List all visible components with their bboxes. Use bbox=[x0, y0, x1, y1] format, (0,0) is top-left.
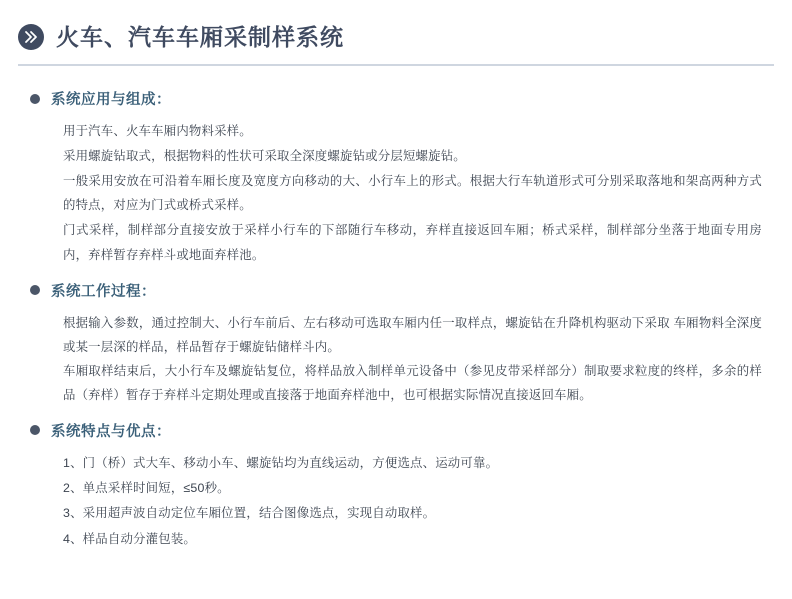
double-chevron-right-icon bbox=[18, 24, 44, 50]
section-system-application bbox=[30, 88, 762, 268]
paragraph: 车厢取样结束后，大小行车及螺旋钻复位，将样品放入制样单元设备中（参见皮带采样部分）制取要求粒度的终样，多余的样品（弃样）暂存于弃样斗定期处理或直接落于地面弃样池中，也可根据实际情况直接返回车厢。 bbox=[63, 364, 762, 403]
bullet-dot-icon bbox=[30, 285, 40, 295]
section-title: 系统特点与优点： bbox=[51, 423, 171, 440]
bullet-dot-icon bbox=[30, 425, 40, 435]
list-item: 2、单点采样时间短，≤50秒。 bbox=[63, 481, 230, 496]
bullet-dot-icon bbox=[30, 94, 40, 104]
paragraph: 门式采样，制样部分直接安放于采样小行车的下部随行车移动，弃样直接返回车厢；桥式采样，制样部分坐落于地面专用房内，弃样暂存弃样斗或地面弃样池。 bbox=[63, 223, 762, 263]
section-heading bbox=[30, 88, 762, 109]
paragraph: 根据输入参数，通过控制大、小行车前后、左右移动可选取车厢内任一取样点，螺旋钻在升降机构驱动下采取 车厢物料全深度或某一层深的样品，样品暂存于螺旋钻储样斗内。 bbox=[63, 315, 762, 355]
paragraph: 用于汽车、火车车厢内物料采样。 bbox=[63, 124, 252, 138]
section-features-advantages bbox=[30, 420, 762, 553]
section-title: 系统工作过程： bbox=[51, 283, 156, 300]
paragraph: 一般采用安放在可沿着车厢长度及宽度方向移动的大、小行车上的形式。根据大行车轨道形式可分别采取落地和架高两种方式的特点，对应为门式或桥式采样。 bbox=[63, 173, 762, 213]
section-heading bbox=[30, 420, 762, 441]
document-header bbox=[0, 0, 792, 54]
paragraph: 采用螺旋钻取式，根据物料的性状可采取全深度螺旋钻或分层短螺旋钻。 bbox=[63, 148, 466, 163]
section-title: 系统应用与组成： bbox=[51, 92, 171, 108]
document-content bbox=[0, 66, 792, 552]
list-item: 4、样品自动分灌包装。 bbox=[63, 531, 196, 546]
section-heading bbox=[30, 280, 762, 301]
list-item: 3、采用超声波自动定位车厢位置，结合图像选点，实现自动取样。 bbox=[63, 506, 436, 521]
list-item: 1、门（桥）式大车、移动小车、螺旋钻均为直线运动，方便选点、运动可靠。 bbox=[63, 455, 499, 470]
section-system-process bbox=[30, 280, 762, 408]
page-title: 火车、汽车车厢采制样系统 bbox=[56, 23, 344, 50]
